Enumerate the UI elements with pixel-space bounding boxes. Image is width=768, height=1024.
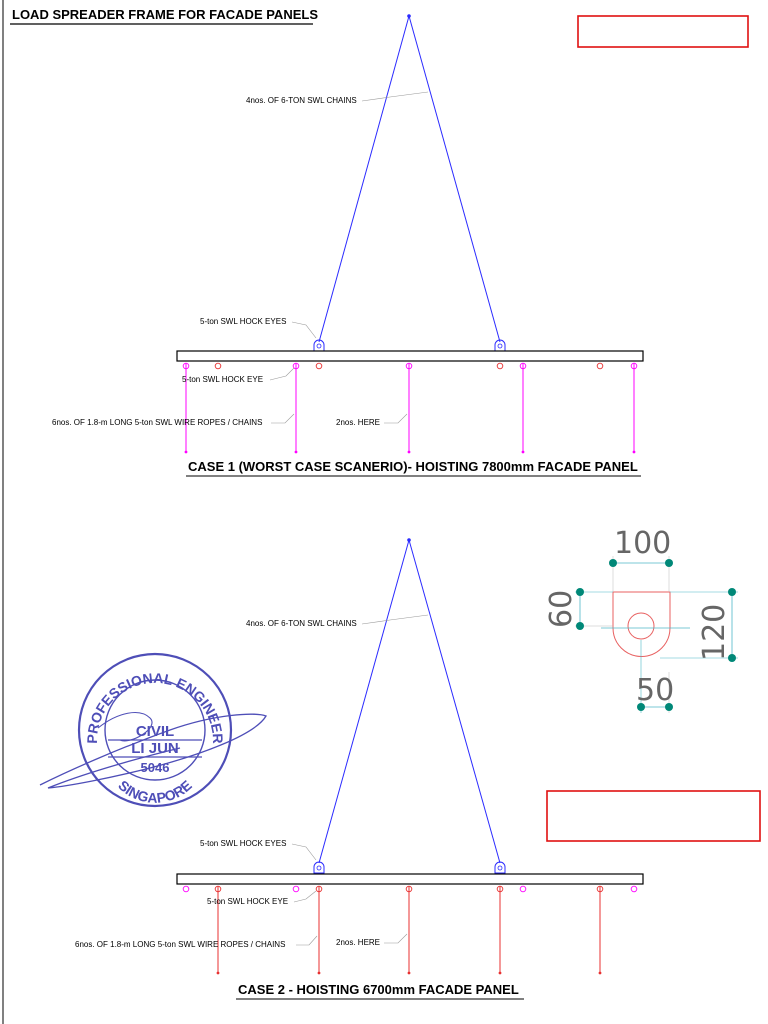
hook-eye-left xyxy=(314,862,324,873)
professional-engineer-stamp xyxy=(40,654,266,806)
spreader-beam xyxy=(177,874,643,884)
spreader-beam xyxy=(177,351,643,361)
hook-eye-leader xyxy=(270,368,294,380)
dim-label-100: 100 xyxy=(614,526,672,561)
ropes-label: 6nos. OF 1.8-m LONG 5-ton SWL WIRE ROPES / CHAINS xyxy=(52,418,263,427)
annotation-box-bottom xyxy=(547,791,760,841)
case-2-caption: CASE 2 - HOISTING 6700mm FACADE PANEL xyxy=(238,982,519,997)
ropes-label: 6nos. OF 1.8-m LONG 5-ton SWL WIRE ROPES / CHAINS xyxy=(75,940,286,949)
stamp-discipline: CIVIL xyxy=(135,723,175,740)
here-leader xyxy=(384,414,407,423)
chain-left xyxy=(319,16,409,342)
rope-ends xyxy=(185,451,636,454)
hook-eyes-label: 5-ton SWL HOCK EYES xyxy=(200,839,287,848)
apex-node xyxy=(407,14,411,18)
apex-node xyxy=(407,538,411,542)
hook-eye-label: 5-ton SWL HOCK EYE xyxy=(182,375,264,384)
case-1-caption: CASE 1 (WORST CASE SCANERIO)- HOISTING 7800mm FACADE PANEL xyxy=(188,459,638,474)
here-label: 2nos. HERE xyxy=(336,418,381,427)
chain-left xyxy=(319,540,409,863)
stamp-ring-text: PROFESSIONAL ENGINEER xyxy=(83,669,227,744)
hook-eye-detail xyxy=(544,526,738,713)
chains-label: 4nos. OF 6-TON SWL CHAINS xyxy=(246,619,357,628)
page-title: LOAD SPREADER FRAME FOR FACADE PANELS xyxy=(12,7,318,22)
chains-label: 4nos. OF 6-TON SWL CHAINS xyxy=(246,96,357,105)
chain-right xyxy=(409,540,500,863)
dim-node xyxy=(728,588,736,596)
annotation-box-top xyxy=(578,16,748,47)
stamp-bottom-text: SINGAPORE xyxy=(115,776,195,806)
chain-right xyxy=(409,16,500,342)
stamp-name: LI JUN xyxy=(131,740,179,757)
chains-leader xyxy=(362,92,428,101)
beam-hook-eyes xyxy=(183,363,637,369)
ropes-leader xyxy=(271,414,294,423)
hook-eyes-label: 5-ton SWL HOCK EYES xyxy=(200,317,287,326)
case-1-diagram xyxy=(52,14,643,476)
hook-eyes-leader xyxy=(292,844,316,860)
dim-label-60: 60 xyxy=(544,589,579,628)
hook-eye-label: 5-ton SWL HOCK EYE xyxy=(207,897,289,906)
rope-ends xyxy=(217,972,602,975)
beam-hook-eyes xyxy=(183,886,637,892)
dim-label-50: 50 xyxy=(636,673,675,708)
hook-eyes-leader xyxy=(292,322,316,338)
here-leader xyxy=(384,934,407,943)
chains-leader xyxy=(362,615,428,624)
plate-outline xyxy=(613,592,670,657)
plate-hole xyxy=(628,613,654,639)
here-label: 2nos. HERE xyxy=(336,938,381,947)
hook-eye-leader xyxy=(294,891,316,902)
ropes-leader xyxy=(296,936,317,945)
stamp-number: 5046 xyxy=(140,760,170,775)
dim-label-120: 120 xyxy=(697,603,732,661)
hook-eye-right xyxy=(495,862,505,873)
